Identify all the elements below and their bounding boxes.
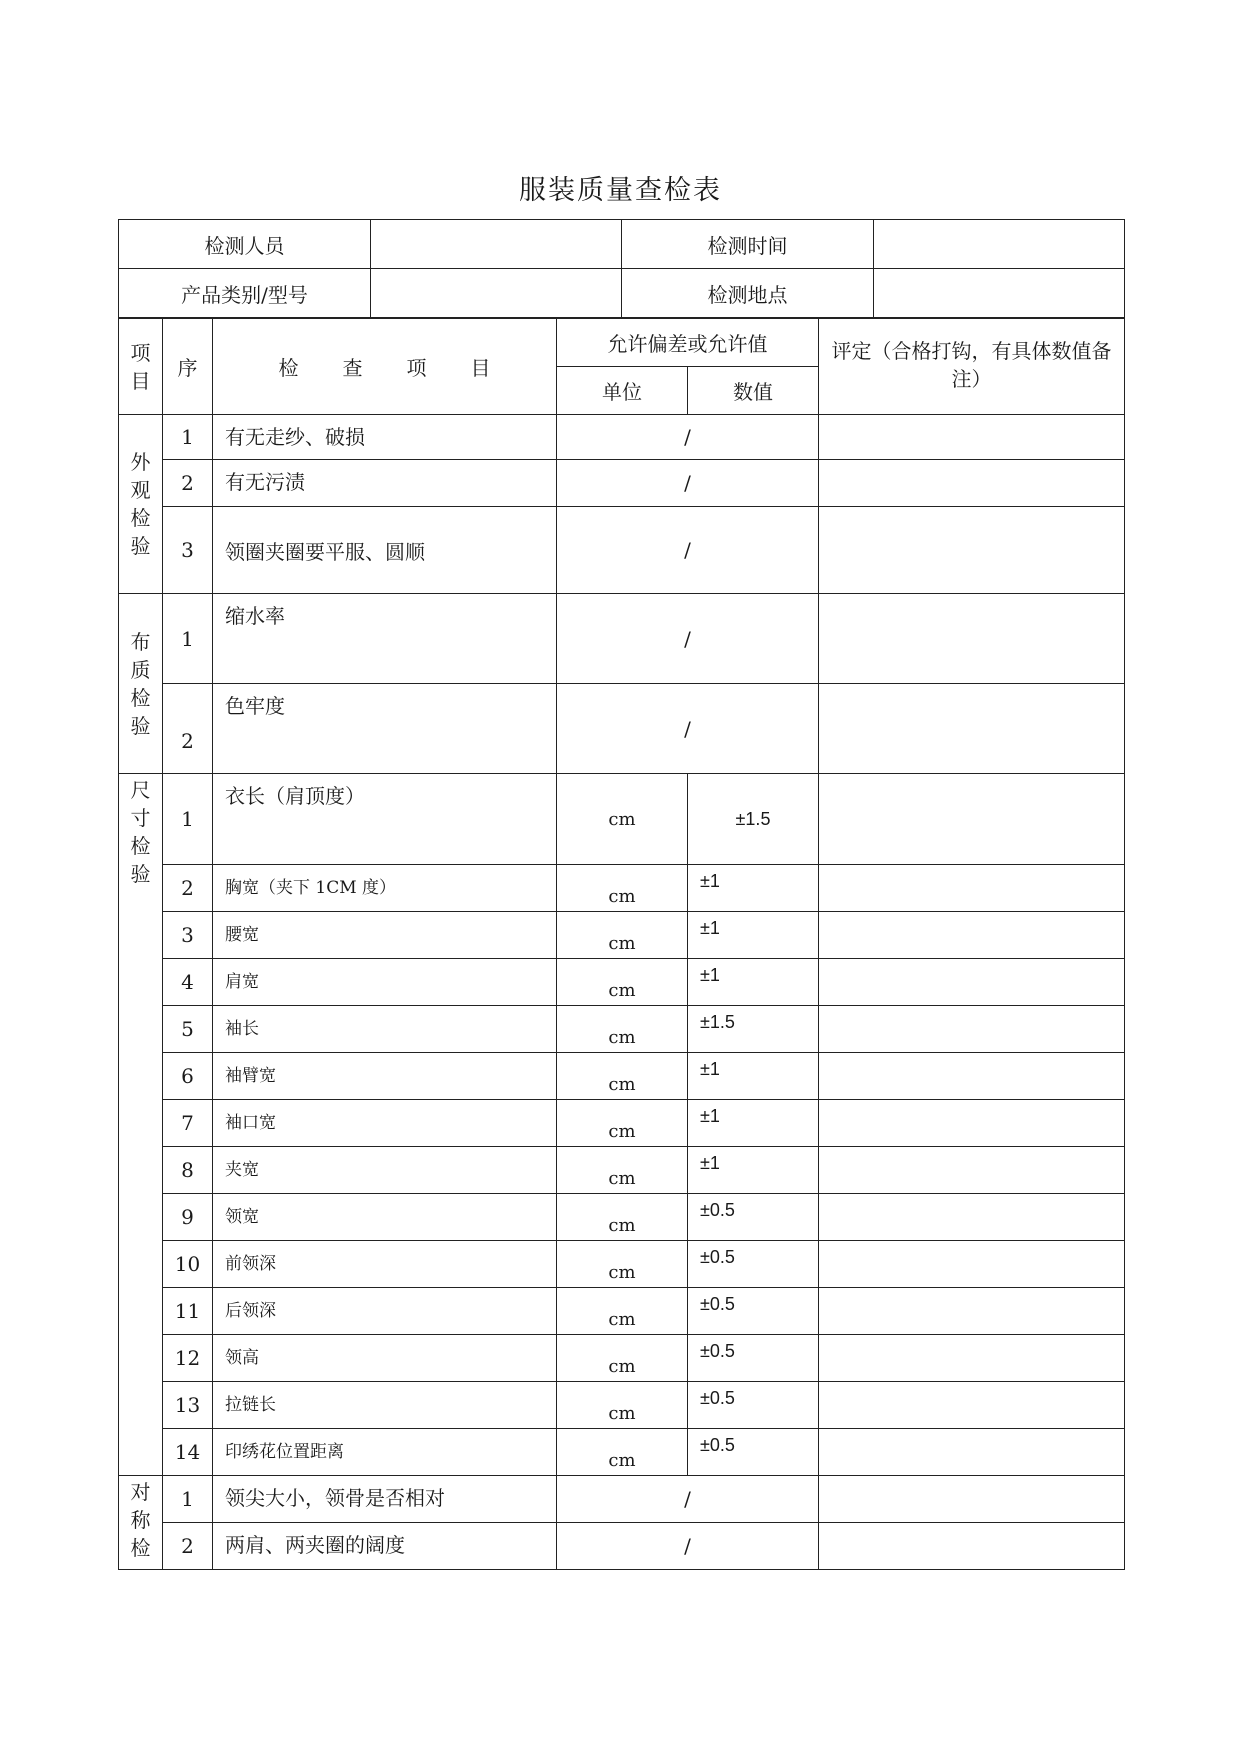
judgement-field[interactable]: [819, 1288, 1125, 1335]
item-cell: 袖长: [213, 1006, 557, 1053]
table-row: [119, 774, 1125, 865]
header-seq: 序: [163, 319, 213, 415]
seq-cell: 10: [163, 1241, 213, 1288]
table-row: [119, 1100, 1125, 1147]
tolerance-cell: /: [557, 594, 819, 684]
time-field[interactable]: [874, 220, 1125, 269]
seq-cell: 8: [163, 1147, 213, 1194]
table-row: [119, 1335, 1125, 1382]
unit-cell: cm: [557, 912, 688, 959]
tolerance-cell: /: [557, 1523, 819, 1570]
tolerance-cell: /: [557, 684, 819, 774]
seq-cell: 11: [163, 1288, 213, 1335]
unit-cell: cm: [557, 959, 688, 1006]
unit-cell: cm: [557, 774, 688, 865]
judgement-field[interactable]: [819, 460, 1125, 507]
value-cell: ±1.5: [688, 774, 819, 865]
section-appearance-text: 外观检验: [130, 450, 151, 558]
seq-cell: 6: [163, 1053, 213, 1100]
value-cell: ±0.5: [688, 1194, 819, 1241]
value-cell: ±1: [688, 865, 819, 912]
value-cell: ±1: [688, 1053, 819, 1100]
header-category-text: 项目: [130, 340, 151, 393]
item-cell: 领高: [213, 1335, 557, 1382]
value-cell: ±1: [688, 959, 819, 1006]
seq-cell: 2: [163, 865, 213, 912]
seq-cell: 1: [163, 1476, 213, 1523]
table-row: [119, 460, 1125, 507]
table-row: [119, 1147, 1125, 1194]
judgement-field[interactable]: [819, 1053, 1125, 1100]
item-cell: 衣长（肩顶度）: [213, 774, 557, 865]
judgement-field[interactable]: [819, 959, 1125, 1006]
judgement-field[interactable]: [819, 865, 1125, 912]
value-cell: ±0.5: [688, 1429, 819, 1476]
item-cell: 领圈夹圈要平服、圆顺: [213, 507, 557, 594]
judgement-field[interactable]: [819, 684, 1125, 774]
value-cell: ±1.5: [688, 1006, 819, 1053]
table-row: [119, 507, 1125, 594]
tolerance-cell: /: [557, 415, 819, 460]
judgement-field[interactable]: [819, 1335, 1125, 1382]
table-row: [119, 1382, 1125, 1429]
judgement-field[interactable]: [819, 1006, 1125, 1053]
item-cell: 领宽: [213, 1194, 557, 1241]
judgement-field[interactable]: [819, 774, 1125, 865]
seq-cell: 3: [163, 912, 213, 959]
header-tolerance: 允许偏差或允许值: [557, 319, 819, 367]
table-row: [119, 1288, 1125, 1335]
judgement-field[interactable]: [819, 507, 1125, 594]
unit-cell: cm: [557, 1241, 688, 1288]
value-cell: ±1: [688, 1147, 819, 1194]
judgement-field[interactable]: [819, 1382, 1125, 1429]
item-cell: 领尖大小，领骨是否相对: [213, 1476, 557, 1523]
unit-cell: cm: [557, 1382, 688, 1429]
info-row-2: [119, 269, 1125, 318]
table-row: [119, 912, 1125, 959]
item-cell: 色牢度: [213, 684, 557, 774]
item-cell: 袖口宽: [213, 1100, 557, 1147]
seq-cell: 1: [163, 594, 213, 684]
unit-cell: cm: [557, 865, 688, 912]
table-row: [119, 415, 1125, 460]
header-item: 检查项目: [213, 319, 557, 415]
item-cell: 有无污渍: [213, 460, 557, 507]
item-cell: 腰宽: [213, 912, 557, 959]
section-symmetry-text: 对称检: [130, 1480, 151, 1560]
table-row: [119, 1523, 1125, 1570]
product-field[interactable]: [371, 269, 622, 318]
unit-cell: cm: [557, 1147, 688, 1194]
seq-cell: 14: [163, 1429, 213, 1476]
judgement-field[interactable]: [819, 1194, 1125, 1241]
seq-cell: 4: [163, 959, 213, 1006]
seq-cell: 1: [163, 415, 213, 460]
item-cell: 前领深: [213, 1241, 557, 1288]
table-row: [119, 1006, 1125, 1053]
inspector-label: 检测人员: [119, 220, 371, 269]
header-row-1: [119, 319, 1125, 367]
location-field[interactable]: [874, 269, 1125, 318]
section-size-text: 尺寸检验: [130, 778, 151, 886]
header-unit: 单位: [557, 367, 688, 415]
item-cell: 袖臂宽: [213, 1053, 557, 1100]
value-cell: ±0.5: [688, 1382, 819, 1429]
header-judgement-text: 评定（合格打钩，有具体数值备注）: [831, 339, 1112, 391]
unit-cell: cm: [557, 1335, 688, 1382]
section-symmetry: [119, 1476, 163, 1570]
seq-cell: 3: [163, 507, 213, 594]
value-cell: ±0.5: [688, 1241, 819, 1288]
product-label: 产品类别/型号: [119, 269, 371, 318]
header-value: 数值: [688, 367, 819, 415]
seq-cell: 2: [163, 460, 213, 507]
section-fabric-text: 布质检验: [130, 629, 151, 738]
tolerance-cell: /: [557, 507, 819, 594]
item-cell: 有无走纱、破损: [213, 415, 557, 460]
section-fabric: [119, 594, 163, 774]
inspection-table: [118, 318, 1125, 1570]
item-cell: 两肩、两夹圈的阔度: [213, 1523, 557, 1570]
table-row: [119, 1241, 1125, 1288]
info-row-1: [119, 220, 1125, 269]
section-appearance: [119, 415, 163, 594]
unit-cell: cm: [557, 1288, 688, 1335]
tolerance-cell: /: [557, 1476, 819, 1523]
unit-cell: cm: [557, 1053, 688, 1100]
location-label: 检测地点: [622, 269, 874, 318]
judgement-field[interactable]: [819, 1476, 1125, 1523]
item-cell: 缩水率: [213, 594, 557, 684]
value-cell: ±1: [688, 912, 819, 959]
judgement-field[interactable]: [819, 594, 1125, 684]
header-judgement: [819, 319, 1125, 415]
judgement-field[interactable]: [819, 1100, 1125, 1147]
table-row: [119, 684, 1125, 774]
seq-cell: 1: [163, 774, 213, 865]
value-cell: ±0.5: [688, 1335, 819, 1382]
item-cell: 印绣花位置距离: [213, 1429, 557, 1476]
item-cell: 肩宽: [213, 959, 557, 1006]
seq-cell: 2: [163, 1523, 213, 1570]
unit-cell: cm: [557, 1006, 688, 1053]
judgement-field[interactable]: [819, 1241, 1125, 1288]
seq-cell: 12: [163, 1335, 213, 1382]
time-label: 检测时间: [622, 220, 874, 269]
value-cell: ±0.5: [688, 1288, 819, 1335]
item-cell: 拉链长: [213, 1382, 557, 1429]
seq-cell: 7: [163, 1100, 213, 1147]
seq-cell: 5: [163, 1006, 213, 1053]
inspector-field[interactable]: [371, 220, 622, 269]
judgement-field[interactable]: [819, 1147, 1125, 1194]
item-cell: 夹宽: [213, 1147, 557, 1194]
table-row: [119, 594, 1125, 684]
value-cell: ±1: [688, 1100, 819, 1147]
section-size: [119, 774, 163, 1476]
info-table: [118, 219, 1125, 318]
table-row: [119, 865, 1125, 912]
table-row: [119, 1476, 1125, 1523]
judgement-field[interactable]: [819, 912, 1125, 959]
header-category: [119, 319, 163, 415]
table-row: [119, 1053, 1125, 1100]
table-row: [119, 1429, 1125, 1476]
judgement-field[interactable]: [819, 1429, 1125, 1476]
item-cell: 后领深: [213, 1288, 557, 1335]
item-cell: 胸宽（夹下 1CM 度）: [213, 865, 557, 912]
seq-cell: 13: [163, 1382, 213, 1429]
table-row: [119, 1194, 1125, 1241]
page-title: 服装质量查检表: [519, 175, 722, 206]
judgement-field[interactable]: [819, 1523, 1125, 1570]
unit-cell: cm: [557, 1429, 688, 1476]
seq-cell: 2: [163, 684, 213, 774]
unit-cell: cm: [557, 1194, 688, 1241]
unit-cell: cm: [557, 1100, 688, 1147]
judgement-field[interactable]: [819, 415, 1125, 460]
tolerance-cell: /: [557, 460, 819, 507]
seq-cell: 9: [163, 1194, 213, 1241]
table-row: [119, 959, 1125, 1006]
